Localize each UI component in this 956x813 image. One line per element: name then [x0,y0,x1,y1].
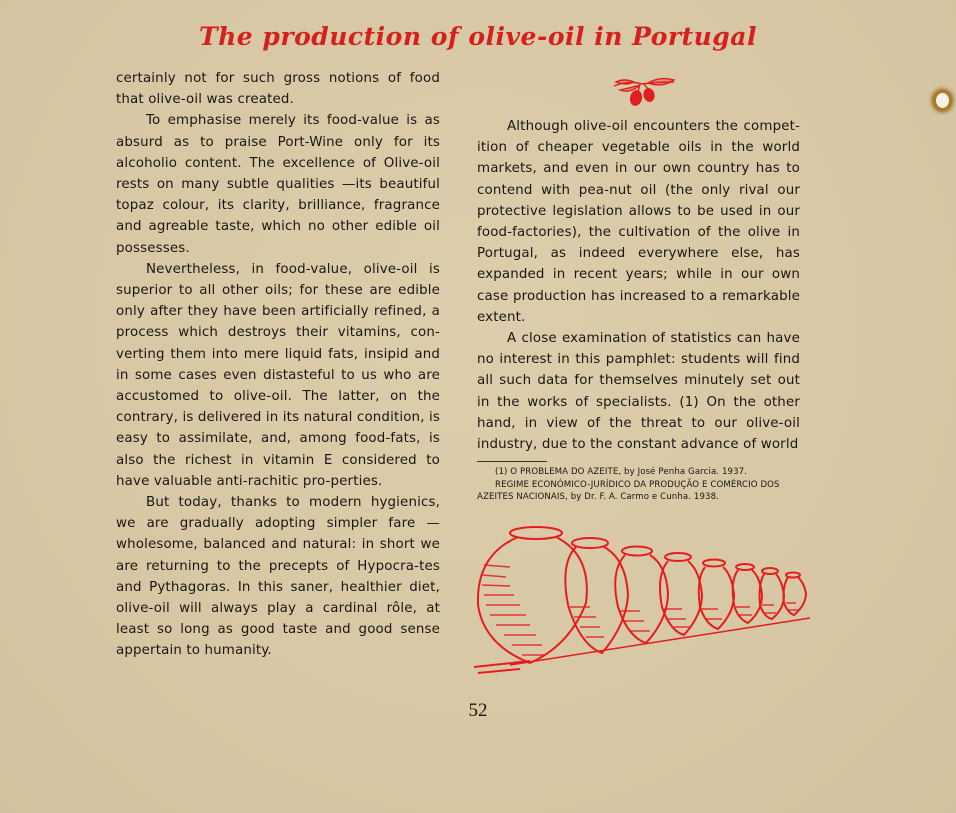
paragraph: To emphasise merely its food-value is as absurd as to praise Port-Wine only for its alcoholio content. The excellence of Olive-oil rests on many subtle qualities —its beautiful topaz colour, its clarity, brilliance, fragrance and agreable taste, which no other edible oil possesses. [116,113,440,256]
footnote: REGIME ECONÓMICO-JURÍDICO DA PRODUÇÃO E COMÉRCIO DOS AZEITES NACIONAIS, by Dr. F. A. Carmo e Cunha. 1938. [477,479,780,503]
paragraph: certainly not for such gross notions of food that olive-oil was created. [116,71,440,108]
footnotes [477,466,807,504]
right-column [477,116,800,455]
paragraph: Although olive-oil encounters the compet-ition of cheaper vegetable oils in the world markets, and even in our own country has to contend with pea-nut oil (the only rival our protective legislation allows to be used in our food-factories), the cultivation of the olive in Portugal, as indeed everywhere else, has expanded in recent years; while in our own case production has increased to a remarkable extent. [477,119,800,325]
olive-branch-icon [612,72,678,108]
footnote-divider [477,461,547,462]
olive-oil-jars-illustration [470,515,815,675]
page-number: 52 [468,700,488,721]
left-column [116,68,440,662]
paragraph: Nevertheless, in food-value, olive-oil is superior to all other oils; for these are edible only after they have been artificially refined, a process which destroys their vitamins, con-verting them into mere liquid fats, insipid and in some cases even distasteful to us who are accustomed to olive-oil. The latter, on the contrary, is delivered in its natural condition, is easy to assimilate, and, among food-fats, is also the richest in vitamin E considered to have valuable anti-rachitic pro-perties. [116,261,441,489]
paper-hole-mark [936,93,949,108]
page-title: The production of olive-oil in Portugal [199,22,757,51]
paragraph: But today, thanks to modern hygienics, we are gradually adopting simpler fare — wholesome, balanced and natural: in short we are returning to the precepts of Hypocra-tes and Pythagoras. In this saner, healthier diet, olive-oil will always play a cardinal rôle, at least so long as good taste and good sense appertain to humanity. [116,495,440,659]
paragraph: A close examination of statistics can have no interest in this pamphlet: students will find all such data for themselves minutely set out in the works of specialists. (1) On the other hand, in view of the threat to our olive-oil industry, due to the constant advance of world [477,331,800,453]
footnote: (1) O PROBLEMA DO AZEITE, by José Penha Garcia. 1937. [495,467,748,477]
